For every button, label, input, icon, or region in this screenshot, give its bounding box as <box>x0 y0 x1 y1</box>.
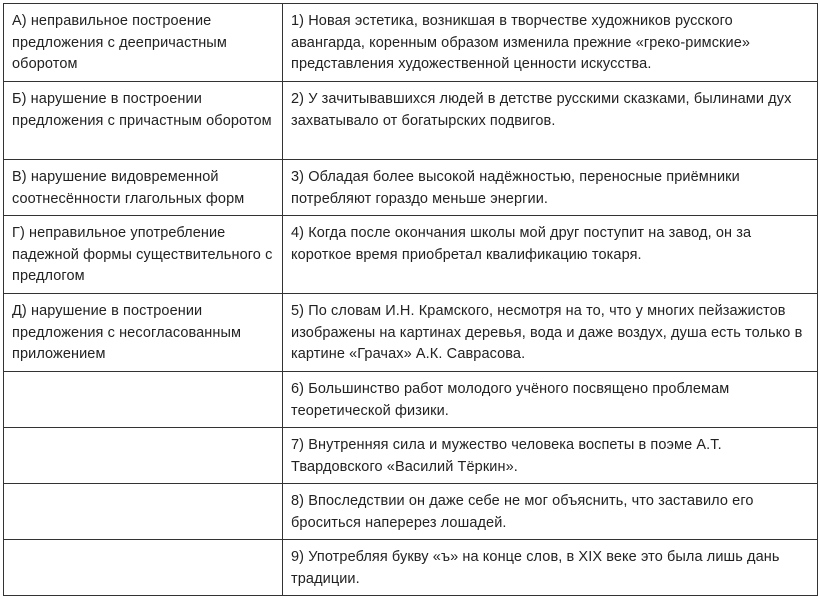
sentence-cell: 4) Когда после окончания школы мой друг поступит на завод, он за короткое время приобретал квалификацию токаря. <box>283 216 818 294</box>
matching-table <box>3 3 818 596</box>
error-type-cell: В) нарушение видовременной соотнесённости глагольных форм <box>4 160 283 216</box>
sentence-cell: 3) Обладая более высокой надёжностью, переносные приёмники потребляют гораздо меньше энергии. <box>283 160 818 216</box>
sentence-cell: 6) Большинство работ молодого учёного посвящено проблемам теоретической физики. <box>283 372 818 428</box>
error-type-cell: Б) нарушение в построении предложения с причастным оборотом <box>4 82 283 160</box>
empty-cell <box>4 428 283 484</box>
table-row <box>4 216 818 294</box>
error-type-cell: А) неправильное построение предложения с деепричастным оборотом <box>4 4 283 82</box>
error-type-cell: Г) неправильное употребление падежной формы существительного с предлогом <box>4 216 283 294</box>
empty-cell <box>4 372 283 428</box>
table-row <box>4 484 818 540</box>
sentence-cell: 5) По словам И.Н. Крамского, несмотря на то, что у многих пейзажистов изображены на картинах деревья, вода и даже воздух, душа есть только в картине «Грачах» А.К. Саврасова. <box>283 294 818 372</box>
sentence-cell: 8) Впоследствии он даже себе не мог объяснить, что заставило его броситься наперерез лошадей. <box>283 484 818 540</box>
empty-cell <box>4 540 283 596</box>
table-row <box>4 82 818 160</box>
table-row <box>4 540 818 596</box>
sentence-cell: 9) Употребляя букву «ъ» на конце слов, в XIX веке это была лишь дань традиции. <box>283 540 818 596</box>
table-row <box>4 4 818 82</box>
empty-cell <box>4 484 283 540</box>
error-type-cell: Д) нарушение в построении предложения с несогласованным приложением <box>4 294 283 372</box>
sentence-cell: 2) У зачитывавшихся людей в детстве русскими сказками, былинами дух захватывало от богатырских подвигов. <box>283 82 818 160</box>
table-row <box>4 428 818 484</box>
table-row <box>4 294 818 372</box>
table-row <box>4 160 818 216</box>
sentence-cell: 7) Внутренняя сила и мужество человека воспеты в поэме А.Т. Твардовского «Василий Тёркин». <box>283 428 818 484</box>
table-row <box>4 372 818 428</box>
sentence-cell: 1) Новая эстетика, возникшая в творчестве художников русского авангарда, коренным образом изменила прежние «греко-римские» представления художественной ценности искусства. <box>283 4 818 82</box>
